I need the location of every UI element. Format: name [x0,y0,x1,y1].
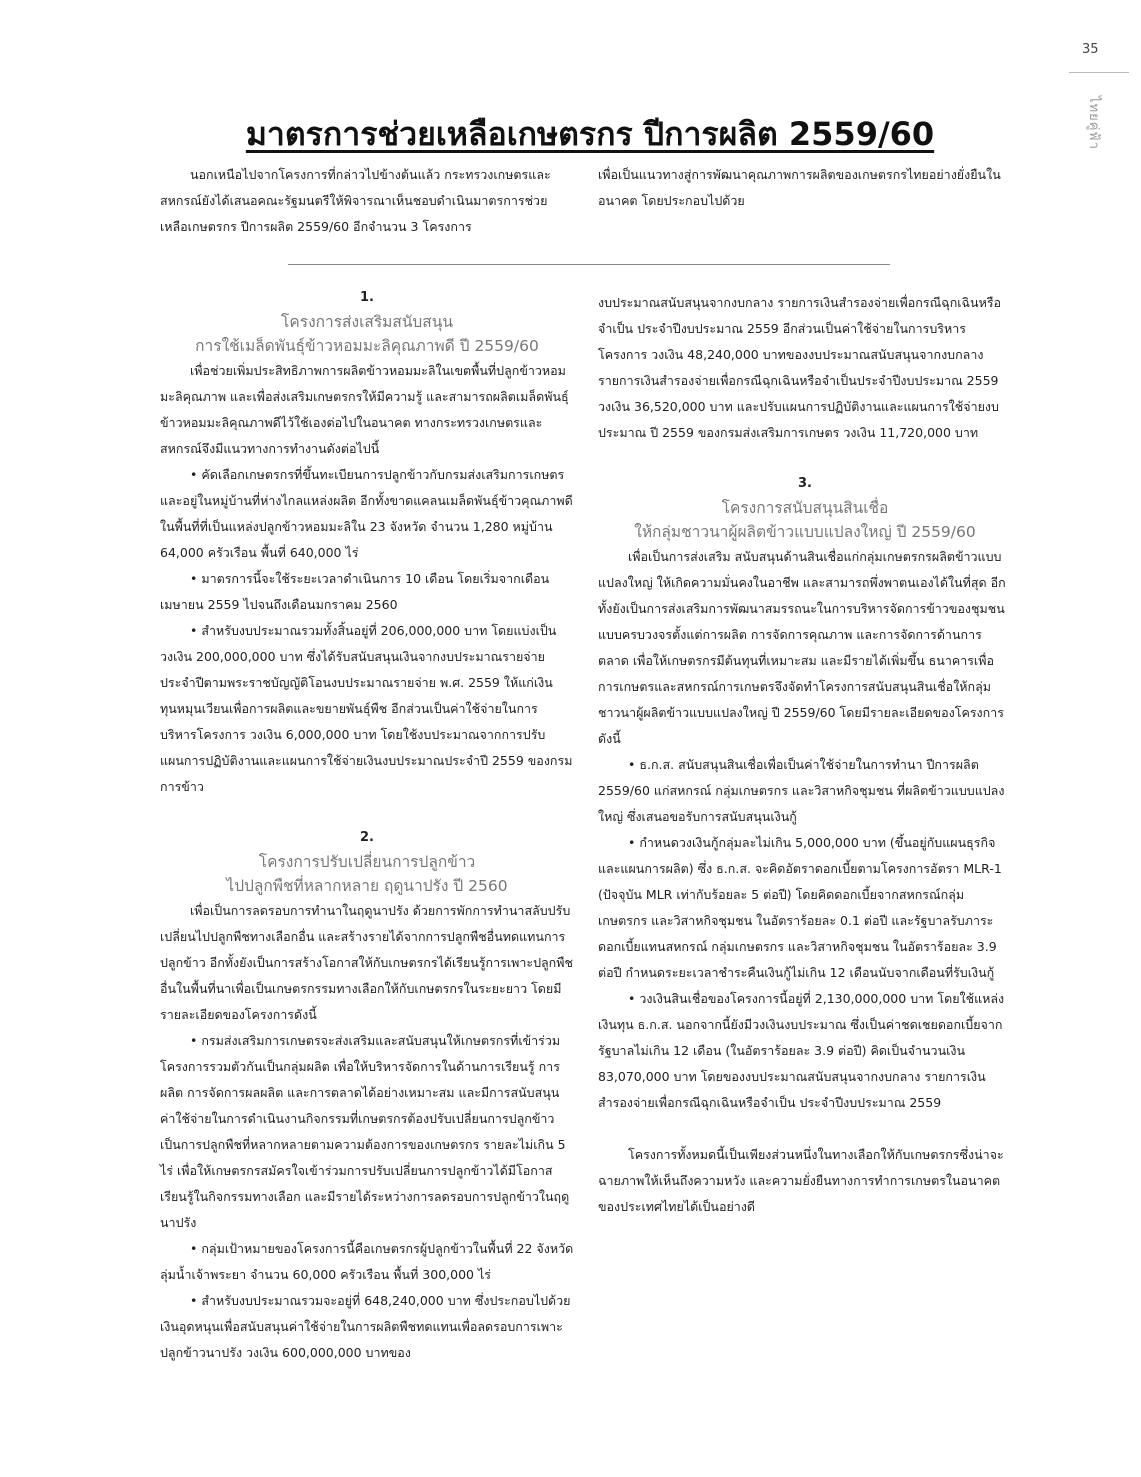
section-3-title-line-2: ให้กลุ่มชาวนาผู้ผลิตข้าวแบบแปลงใหญ่ ปี 2559/60 [634,523,976,541]
section-1-bullet-2: • มาตรการนี้จะใช้ระยะเวลาดำเนินการ 10 เดือน โดยเริ่มจากเดือนเมษายน 2559 ไปจนถึงเดือนมกราคม 2560 [160,571,550,612]
section-3-paragraph: เพื่อเป็นการส่งเสริม สนับสนุนด้านสินเชื่อแก่กลุ่มเกษตรกรผลิตข้าวแบบแปลงใหญ่ ให้เกิดความมั่นคงในอาชีพ และสามารถพึ่งพาตนเองได้ในที่สุด อีกทั้งยังเป็นการส่งเสริมการพัฒนาสมรรถนะในการบริหารจัดการข้าวของชุมชนแบบครบวงจรตั้งแต่การผลิต การจัดการคุณภาพ และการจัดการด้านการตลาด เพื่อให้เกษตรกรมีต้นทุนที่เหมาะสม และมีรายได้เพิ่มขึ้น ธนาคารเพื่อการเกษตรและสหกรณ์การเกษตรจึงจัดทำโครงการสนับสนุนสินเชื่อให้กลุ่มชาวนาผู้ผลิตข้าวแบบแปลงใหญ่ ปี 2559/60 โดยมีรายละเอียดของโครงการดังนี้ [598,549,1006,746]
section-3-title-line-1: โครงการสนับสนุนสินเชื่อ [721,499,889,517]
section-divider [288,264,890,265]
section-3-bullet-3: • วงเงินสินเชื่อของโครงการนี้อยู่ที่ 2,130,000,000 บาท โดยใช้แหล่งเงินทุน ธ.ก.ส. นอกจากนี้ยังมีวงเงินงบประมาณ ซึ่งเป็นค่าชดเชยดอกเบี้ยจากรัฐบาลไม่เกิน 12 เดือน (ในอัตราร้อยละ 3.9 ต่อปี) คิดเป็นจำนวนเงิน 83,070,000 บาท โดยของงบประมาณสนับสนุนจากงบกลาง รายการเงินสำรองจ่ายเพื่อกรณีฉุกเฉินหรือจำเป็น ประจำปีงบประมาณ 2559 [598,991,1005,1110]
page-number: 35 [1082,42,1099,57]
conclusion-paragraph: โครงการทั้งหมดนี้เป็นเพียงส่วนหนึ่งในทางเลือกให้กับเกษตรกรซึ่งน่าจะฉายภาพให้เห็นถึงความหวัง และความยั่งยืนทางการทำการเกษตรในอนาคตของประเทศไทยได้เป็นอย่างดี [598,1147,1004,1214]
section-3-bullet-1: • ธ.ก.ส. สนับสนุนสินเชื่อเพื่อเป็นค่าใช้จ่ายในการทำนา ปีการผลิต 2559/60 แก่สหกรณ์ กลุ่มเกษตรกร และวิสาหกิจชุมชน ที่ผลิตข้าวแบบแปลงใหญ่ ซึ่งเสนอขอรับการสนับสนุนเงินกู้ [598,757,1005,824]
side-divider [1069,72,1129,73]
section-2-title-line-2: ไปปลูกพืชที่หลากหลาย ฤดูนาปรัง ปี 2560 [226,877,508,895]
section-1-number: 1. [360,290,374,305]
section-1-bullet-1: • คัดเลือกเกษตรกรที่ขึ้นทะเบียนการปลูกข้าวกับกรมส่งเสริมการเกษตร และอยู่ในหมู่บ้านที่ห่างไกลแหล่งผลิต อีกทั้งขาดแคลนเมล็ดพันธุ์ข้าวคุณภาพดี ในพื้นที่ที่เป็นแหล่งปลูกข้าวหอมมะลิใน 23 จังหวัด จำนวน 1,280 หมู่บ้าน 64,000 ครัวเรือน พื้นที่ 640,000 ไร่ [160,467,573,560]
section-2-continued: งบประมาณสนับสนุนจากงบกลาง รายการเงินสำรองจ่ายเพื่อกรณีฉุกเฉินหรือจำเป็น ประจำปีงบประมาณ 2559 อีกส่วนเป็นค่าใช้จ่ายในการบริหารโครงการ วงเงิน 48,240,000 บาทของงบประมาณสนับสนุนจากงบกลาง รายการเงินสำรองจ่ายเพื่อกรณีฉุกเฉินหรือจำเป็นประจำปีงบประมาณ 2559 วงเงิน 36,520,000 บาท และปรับแผนการปฏิบัติงานและแผนการใช้จ่ายงบประมาณ ปี 2559 ของกรมส่งเสริมการเกษตร วงเงิน 11,720,000 บาท [598,295,1002,440]
intro-left-column [160,162,574,240]
side-tab-label: ไทยคู่ฟ้า [1086,96,1101,150]
section-3-bullet-2: • กำหนดวงเงินกู้กลุ่มละไม่เกิน 5,000,000 บาท (ขึ้นอยู่กับแผนธุรกิจและแผนการผลิต) ซึ่ง ธ.ก.ส. จะคิดอัตราดอกเบี้ยตามโครงการอัตรา MLR-1 (ปัจจุบัน MLR เท่ากับร้อยละ 5 ต่อปี) โดยคิดดอกเบี้ยจากสหกรณ์กลุ่มเกษตรกร และวิสาหกิจชุมชน ในอัตราร้อยละ 0.1 ต่อปี และรัฐบาลรับภาระดอกเบี้ยแทนสหกรณ์ กลุ่มเกษตรกร และวิสาหกิจชุมชน ในอัตราร้อยละ 3.9 ต่อปี กำหนดระยะเวลาชำระคืนเงินกู้ไม่เกิน 12 เดือนนับจากเดือนที่รับเงินกู้ [598,835,1002,980]
section-3-number: 3. [798,476,812,491]
section-1-bullet-3: • สำหรับงบประมาณรวมทั้งสิ้นอยู่ที่ 206,000,000 บาท โดยแบ่งเป็นวงเงิน 200,000,000 บาท ซึ่งได้รับสนับสนุนเงินจากงบประมาณรายจ่ายประจำปีตามพระราชบัญญัติโอนงบประมาณรายจ่าย พ.ศ. 2559 ให้แก่เงินทุนหมุนเวียนเพื่อการผลิตและขยายพันธุ์พืช อีกส่วนเป็นค่าใช้จ่ายในการบริหารโครงการ วงเงิน 6,000,000 บาท โดยใช้งบประมาณจากการปรับแผนการปฏิบัติงานและแผนการใช้จ่ายเงินงบประมาณประจำปี 2559 ของกรมการข้าว [160,623,573,794]
section-2-bullet-3: • สำหรับงบประมาณรวมจะอยู่ที่ 648,240,000 บาท ซึ่งประกอบไปด้วย เงินอุดหนุนเพื่อสนับสนุนค่าใช้จ่ายในการผลิตพืชทดแทนเพื่อลดรอบการเพาะปลูกข้าวนาปรัง วงเงิน 600,000,000 บาทของ [160,1293,571,1360]
section-1 [160,286,574,800]
intro-paragraph-right: เพื่อเป็นแนวทางสู่การพัฒนาคุณภาพการผลิตของเกษตรกรไทยอย่างยั่งยืนในอนาคต โดยประกอบไปด้วย [598,167,1001,208]
section-2 [160,826,574,1366]
section-2-bullet-2: • กลุ่มเป้าหมายของโครงการนี้คือเกษตรกรผู้ปลูกข้าวในพื้นที่ 22 จังหวัดลุ่มน้ำเจ้าพระยา จำนวน 60,000 ครัวเรือน พื้นที่ 300,000 ไร่ [160,1241,574,1282]
section-2-paragraph: เพื่อเป็นการลดรอบการทำนาในฤดูนาปรัง ด้วยการพักการทำนาสลับปรับเปลี่ยนไปปลูกพืชทางเลือกอื่น และสร้างรายได้จากการปลูกพืชอื่นทดแทนการปลูกข้าว อีกทั้งยังเป็นการสร้างโอกาสให้กับเกษตรกรได้เรียนรู้การเพาะปลูกพืชอื่นในพื้นที่นาเพื่อเป็นเกษตรกรรมทางเลือกให้กับเกษตรกรในระยะยาว โดยมีรายละเอียดของโครงการดังนี้ [160,903,573,1022]
right-column [598,290,1012,1220]
section-2-number: 2. [360,830,374,845]
section-1-title-line-1: โครงการส่งเสริมสนับสนุน [281,313,453,331]
page-title: มาตรการช่วยเหลือเกษตรกร ปีการผลิต 2559/60 [245,115,935,154]
section-2-bullet-1: • กรมส่งเสริมการเกษตรจะส่งเสริมและสนับสนุนให้เกษตรกรที่เข้าร่วมโครงการรวมตัวกันเป็นกลุ่มผลิต เพื่อให้บริหารจัดการในด้านการเรียนรู้ การผลิต การจัดการผลผลิต และการตลาดได้อย่างเหมาะสม และมีการสนับสนุนค่าใช้จ่ายในการดำเนินงานกิจกรรมที่เกษตรกรต้องปรับเปลี่ยนการปลูกข้าวเป็นการปลูกพืชที่หลากหลายตามความต้องการของเกษตรกร รายละไม่เกิน 5 ไร่ เพื่อให้เกษตรกรสมัครใจเข้าร่วมการปรับเปลี่ยนการปลูกข้าวได้มีโอกาสเรียนรู้ในกิจกรรมทางเลือก และมีรายได้ระหว่างการลดรอบการปลูกข้าวในฤดูนาปรัง [160,1033,570,1230]
intro-right-column [598,162,1012,214]
section-2-title-line-1: โครงการปรับเปลี่ยนการปลูกข้าว [258,853,476,871]
section-1-paragraph: เพื่อช่วยเพิ่มประสิทธิภาพการผลิตข้าวหอมมะลิในเขตพื้นที่ปลูกข้าวหอมมะลิคุณภาพ และเพื่อส่งเสริมเกษตรกรให้มีความรู้ และสามารถผลิตเมล็ดพันธุ์ข้าวหอมมะลิคุณภาพดีไว้ใช้เองต่อไปในอนาคต ทางกระทรวงเกษตรและสหกรณ์จึงมีแนวทางการทำงานดังต่อไปนี้ [160,363,569,456]
left-column [160,286,574,1366]
intro-paragraph-left: นอกเหนือไปจากโครงการที่กล่าวไปข้างต้นแล้ว กระทรวงเกษตรและสหกรณ์ยังได้เสนอคณะรัฐมนตรีให้พิจารณาเห็นชอบดำเนินมาตรการช่วยเหลือเกษตรกร ปีการผลิต 2559/60 อีกจำนวน 3 โครงการ [160,167,551,234]
section-1-title-line-2: การใช้เมล็ดพันธุ์ข้าวหอมมะลิคุณภาพดี ปี 2559/60 [195,337,539,355]
section-3 [598,472,1012,1116]
